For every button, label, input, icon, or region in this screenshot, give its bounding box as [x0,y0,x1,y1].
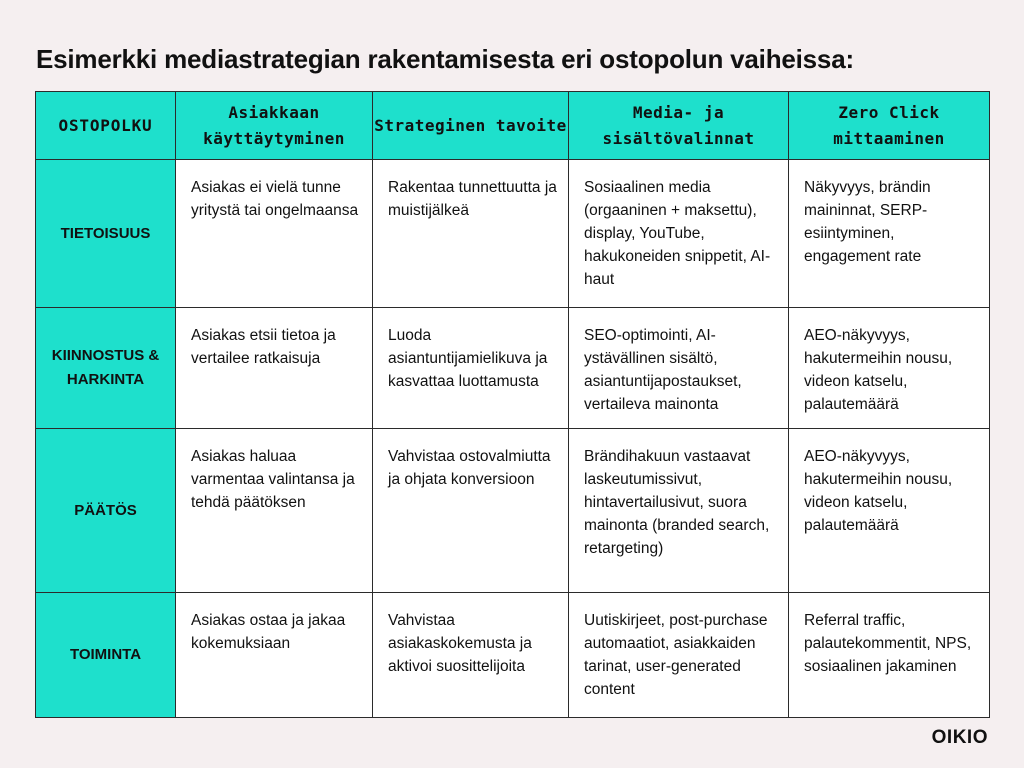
behavior-cell: Asiakas etsii tietoa ja vertailee ratkaisuja [176,308,373,429]
media-cell: Brändihakuun vastaavat laskeutumissivut, hintavertailusivut, suora mainonta (branded search, retargeting) [569,429,789,593]
strategy-table [35,91,990,718]
header-media-ja-sisaltovalinnat: Media- ja sisältövalinnat [569,92,789,160]
table-row [36,308,990,429]
measure-cell: Näkyvyys, brändin maininnat, SERP-esiintyminen, engagement rate [789,160,990,308]
measure-cell: AEO-näkyvyys, hakutermeihin nousu, videon katselu, palautemäärä [789,308,990,429]
goal-cell: Rakentaa tunnettuutta ja muistijälkeä [373,160,569,308]
header-zero-click-mittaaminen: Zero Click mittaaminen [789,92,990,160]
media-cell: SEO-optimointi, AI-ystävällinen sisältö, asiantuntijapostaukset, vertaileva mainonta [569,308,789,429]
oikio-logo: OIKIO [931,727,988,748]
table-header-row [36,92,990,160]
page-title: Esimerkki mediastrategian rakentamisesta eri ostopolun vaiheissa: [36,44,854,74]
measure-cell: AEO-näkyvyys, hakutermeihin nousu, videon katselu, palautemäärä [789,429,990,593]
media-cell: Uutiskirjeet, post-purchase automaatiot, asiakkaiden tarinat, user-generated content [569,593,789,718]
stage-label: TOIMINTA [36,593,176,718]
stage-label: PÄÄTÖS [36,429,176,593]
header-ostopolku: OSTOPOLKU [36,92,176,160]
header-strateginen-tavoite: Strateginen tavoite [373,92,569,160]
table-row [36,593,990,718]
goal-cell: Vahvistaa asiakaskokemusta ja aktivoi suosittelijoita [373,593,569,718]
stage-label: KIINNOSTUS & HARKINTA [36,308,176,429]
stage-label: TIETOISUUS [36,160,176,308]
behavior-cell: Asiakas ostaa ja jakaa kokemuksiaan [176,593,373,718]
measure-cell: Referral traffic, palautekommentit, NPS, sosiaalinen jakaminen [789,593,990,718]
behavior-cell: Asiakas ei vielä tunne yritystä tai ongelmaansa [176,160,373,308]
header-asiakkaan-kayttaytyminen: Asiakkaan käyttäytyminen [176,92,373,160]
table-row [36,429,990,593]
table-row [36,160,990,308]
media-cell: Sosiaalinen media (orgaaninen + maksettu), display, YouTube, hakukoneiden snippetit, AI-haut [569,160,789,308]
goal-cell: Vahvistaa ostovalmiutta ja ohjata konversioon [373,429,569,593]
goal-cell: Luoda asiantuntijamielikuva ja kasvattaa luottamusta [373,308,569,429]
behavior-cell: Asiakas haluaa varmentaa valintansa ja tehdä päätöksen [176,429,373,593]
